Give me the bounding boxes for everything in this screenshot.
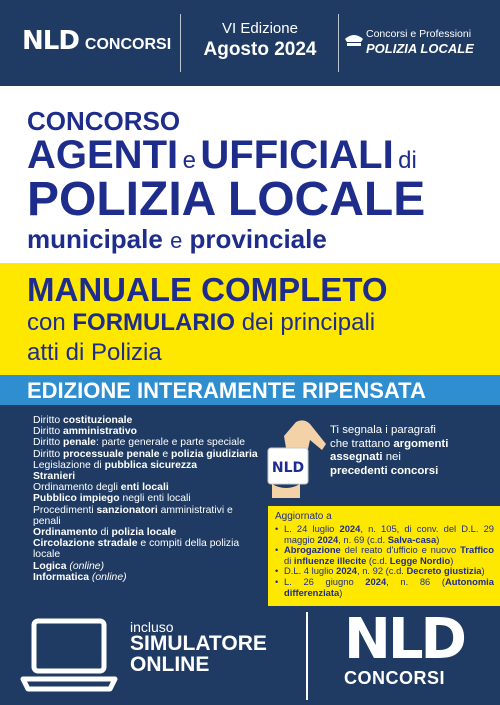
title-e2: e <box>170 228 183 253</box>
title-di: di <box>398 147 417 174</box>
topic-item: Informatica (online) <box>33 571 127 583</box>
simulator-label <box>130 633 267 675</box>
topic-item: Diritto processuale penale e polizia giudiziaria <box>33 448 258 460</box>
atti-line: atti di Polizia <box>27 339 162 366</box>
title-municipale-provinciale <box>27 224 327 255</box>
topic-item: Ordinamento degli enti locali <box>33 482 169 494</box>
title-municipale: municipale <box>27 224 163 254</box>
simulator-word: SIMULATORE <box>130 632 267 655</box>
divider <box>180 14 181 72</box>
included-label: incluso <box>130 619 174 635</box>
text-formulario: FORMULARIO <box>72 309 236 336</box>
logo-word: CONCORSI <box>84 36 172 53</box>
update-item: • L. 24 luglio 2024, n. 105, di conv. del D.L. 29 maggio 2024, n. 69 (c.d. Salva-casa) <box>275 524 494 545</box>
topic-item: Diritto penale: parte generale e parte speciale <box>33 437 245 449</box>
updates-list <box>275 524 494 598</box>
callout-line-2: che trattano argomenti <box>330 437 449 450</box>
topic-item: Pubblico impiego negli enti locali <box>33 493 191 505</box>
updates-box <box>268 506 500 606</box>
edition-number: VI Edizione <box>222 20 298 37</box>
footer-logo-word: CONCORSI <box>344 668 446 688</box>
footer-logo <box>344 607 465 689</box>
hand-card-mark: NLD <box>271 460 305 476</box>
topics-list <box>33 415 273 583</box>
title-provinciale: provinciale <box>189 224 327 254</box>
title-e: e <box>182 147 196 174</box>
edition-date: Agosto 2024 <box>203 39 317 60</box>
update-item: • D.L. 4 luglio 2024, n. 92 (c.d. Decreto giustizia) <box>275 566 494 577</box>
title-ufficiali: UFFICIALI <box>200 133 394 177</box>
title-concorso: CONCORSO <box>27 106 181 136</box>
divider <box>306 612 308 700</box>
callout-line-1: Ti segnala i paragrafi <box>330 424 436 436</box>
laptop-icon <box>20 615 118 697</box>
hand-pointer-icon <box>266 418 328 498</box>
title-polizia-locale: POLIZIA LOCALE <box>27 173 426 226</box>
update-item: • Abrogazione del reato d'ufficio e nuovo Traffico di influenze illecite (c.d. Legge Nordio) <box>275 545 494 566</box>
series-label <box>344 28 494 56</box>
topic-item: Legislazione di pubblica sicurezza <box>33 459 198 471</box>
manuale-title: MANUALE COMPLETO <box>27 271 388 308</box>
callout-line-3: assegnati nei <box>330 451 401 463</box>
callout-line-4: precedenti concorsi <box>330 464 439 477</box>
manuale-box <box>0 263 500 375</box>
topic-item: Logica (online) <box>33 560 105 572</box>
series-line-2: POLIZIA LOCALE <box>366 41 474 56</box>
topic-item: Circolazione stradale e compiti della polizia <box>33 538 240 550</box>
online-word: ONLINE <box>130 653 210 676</box>
publisher-logo <box>22 26 171 56</box>
divider <box>338 14 339 72</box>
update-item: • L. 26 giugno 2024, n. 86 (Autonomia differenziata) <box>275 577 494 598</box>
updates-title: Aggiornato a <box>275 511 332 522</box>
logo-mark: NLD <box>22 26 79 56</box>
topic-item: Procedimenti sanzionatori amministrativi e <box>33 504 233 516</box>
edition-banner <box>0 375 500 405</box>
formulario-line <box>27 309 375 337</box>
banner-text: EDIZIONE INTERAMENTE RIPENSATA <box>27 378 426 403</box>
topic-item: Ordinamento di polizia locale <box>33 527 177 539</box>
text-dei: dei principali <box>241 309 376 336</box>
text-con: con <box>27 309 66 336</box>
topic-item: Diritto costituzionale <box>33 415 133 426</box>
title-agenti: AGENTI <box>27 133 179 177</box>
police-cap-icon <box>344 30 364 52</box>
series-line-1: Concorsi e Professioni <box>366 28 472 40</box>
topic-item: Stranieri <box>33 471 76 483</box>
footer-logo-mark: NLD <box>344 607 465 672</box>
topic-item: penali <box>33 515 61 527</box>
topic-item: Diritto amministrativo <box>33 426 137 438</box>
callout-text <box>330 424 490 478</box>
edition-info <box>190 20 330 61</box>
topic-item: locale <box>33 549 61 561</box>
